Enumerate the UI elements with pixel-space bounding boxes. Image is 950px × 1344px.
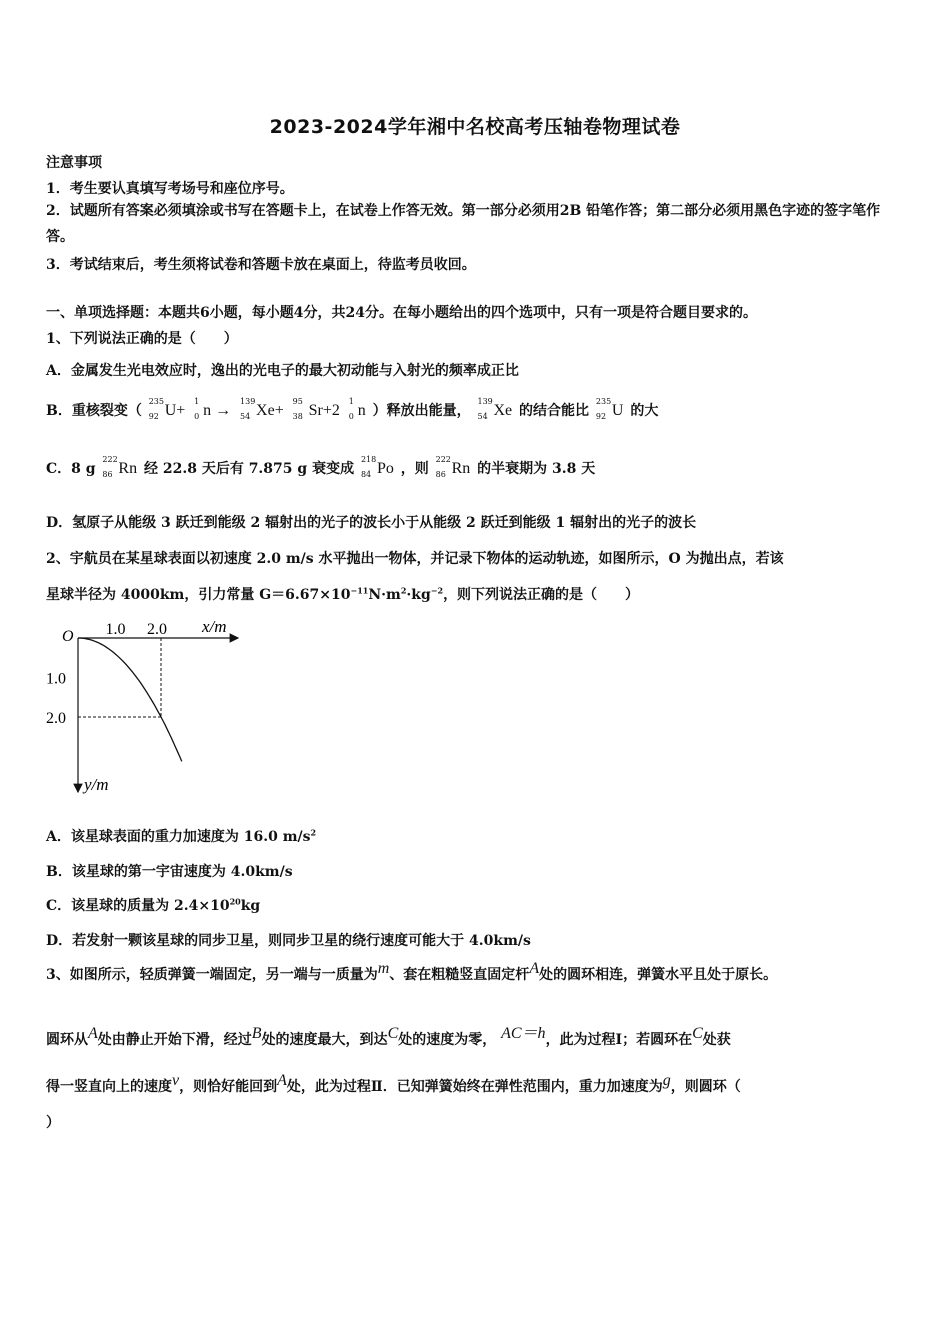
q2c-text: C．该星球的质量为 2.4×10 (46, 898, 230, 914)
q3-text: 、套在粗糙竖直固定杆 (389, 967, 530, 983)
q2a-text: A．该星球表面的重力加速度为 16.0 m/s (46, 829, 311, 845)
q2-option-c (46, 895, 260, 915)
x-tick-label: 2.0 (147, 621, 167, 638)
exponent: −11 (350, 585, 369, 596)
polonium-218-nuclide: 218 84 Po (360, 455, 394, 479)
point-a-symbol: A (529, 960, 540, 977)
point-c-symbol: C (692, 1025, 703, 1042)
question-2-stem-line-2 (46, 584, 639, 604)
notice-item-3: 3．考试结束后，考生须将试卷和答题卡放在桌面上，待监考员收回。 (46, 257, 476, 273)
notice-item-2: 2．试题所有答案必须填涂或书写在答题卡上，在试卷上作答无效。第一部分必须用2B 铅笔作答；第二部分必须用黑色字迹的签字笔作答。 (46, 203, 881, 245)
radon-222-nuclide: 222 86 Rn (435, 455, 471, 479)
question-3-line-3 (46, 1072, 741, 1096)
q3-text: 圆环从 (46, 1032, 88, 1048)
velocity-symbol: v (172, 1072, 180, 1089)
trajectory-chart (40, 612, 260, 802)
q3-text: ，则恰好能回到 (179, 1079, 278, 1095)
gravity-symbol: g (662, 1072, 671, 1089)
q3-text: 得一竖直向上的速度 (46, 1079, 172, 1095)
q1b-mid2: 的结合能比 (519, 403, 590, 419)
radon-222-nuclide: 222 86 Rn (102, 455, 138, 479)
q3-text: 处的速度最大，到达 (261, 1032, 388, 1048)
q1c-suffix: 的半衰期为 3.8 天 (477, 461, 596, 477)
q3-text: 处，此为过程Ⅱ．已知弹簧始终在弹性范围内，重力加速度为 (286, 1079, 663, 1095)
strontium-95-nuclide: 95 38 Sr+2 (292, 397, 340, 421)
x-tick-label: 1.0 (105, 621, 126, 638)
q3-text: 处获 (702, 1032, 731, 1048)
q2-stem-text: 星球半径为 4000km，引力常量 G＝6.67×10 (46, 587, 351, 603)
q1c-mid2: ，则 (400, 461, 429, 477)
exponent: −2 (430, 585, 444, 596)
section-1-heading: 一、单项选择题：本题共6小题，每小题4分，共24分。在每小题给出的四个选项中，只有一项是符合题目要求的。 (46, 305, 757, 321)
ac-equals-h: AC＝h (501, 1025, 546, 1042)
exponent: 2 (310, 827, 317, 838)
question-1-stem: 1、下列说法正确的是（ ） (46, 331, 238, 347)
point-c-symbol: C (387, 1025, 399, 1042)
q1b-suffix: 的大 (630, 403, 659, 419)
y-axis-label: y/m (84, 775, 109, 794)
exponent: 20 (229, 896, 241, 907)
q3-text: 处的圆环相连，弹簧水平且处于原长。 (539, 967, 778, 983)
uranium-235-nuclide: 235 92 U (595, 397, 624, 421)
q1-option-d: D．氢原子从能级 3 跃迁到能级 2 辐射出的光子的波长小于从能级 2 跃迁到能级 1 辐射出的光子的波长 (46, 515, 697, 531)
notice-heading: 注意事项 (46, 155, 102, 171)
xenon-139-nuclide: 139 54 Xe+ (240, 397, 284, 421)
q2c-text: kg (240, 898, 261, 914)
q3-text: 处的速度为零， (398, 1032, 497, 1048)
q3-text: 处由静止开始下滑，经过 (97, 1032, 252, 1048)
q2-option-d: D．若发射一颗该星球的同步卫星，则同步卫星的绕行速度可能大于 4.0km/s (46, 933, 531, 949)
q1c-prefix: C．8 g (46, 461, 96, 477)
q1b-prefix: B．重核裂变（ (46, 403, 142, 419)
y-tick-label: 1.0 (46, 670, 66, 688)
origin-label: O (62, 628, 74, 645)
notice-item-1: 1．考生要认真填写考场号和座位序号。 (46, 181, 294, 197)
q2-stem-text: N·m (368, 587, 401, 603)
xenon-139-nuclide: 139 54 Xe (477, 397, 513, 421)
exponent: 2 (400, 585, 407, 596)
q3-text: 3、如图所示，轻质弹簧一端固定，另一端与一质量为 (46, 967, 378, 983)
question-3-line-1 (46, 960, 778, 984)
y-tick-label: 2.0 (46, 710, 66, 727)
point-a-symbol: A (88, 1025, 98, 1042)
q2-option-a (46, 826, 316, 846)
q3-text: ，则圆环（ (670, 1079, 741, 1095)
q3-text: ，此为过程Ⅰ；若圆环在 (545, 1032, 693, 1048)
question-2-stem-line-1: 2、宇航员在某星球表面以初速度 2.0 m/s 水平抛出一物体，并记录下物体的运动轨迹，如图所示，O 为抛出点，若该 (46, 551, 784, 567)
q1-option-c (46, 455, 596, 479)
x-axis-label: x/m (202, 617, 227, 636)
uranium-235-nuclide: 235 92 U+ (148, 397, 186, 421)
neutron-nuclide: 1 0 n → (194, 397, 232, 421)
neutron-nuclide: 1 0 n (348, 397, 366, 421)
page-title: 2023-2024学年湘中名校高考压轴卷物理试卷 (269, 116, 681, 138)
point-a-symbol: A (277, 1072, 287, 1089)
q1-option-b (46, 397, 659, 421)
q2-stem-text: ，则下列说法正确的是（ ） (443, 587, 640, 603)
question-3-line-4: ） (46, 1115, 60, 1131)
q1b-mid: ）释放出能量， (372, 403, 471, 419)
point-b-symbol: B (251, 1025, 262, 1042)
question-3-line-2 (46, 1026, 731, 1049)
q2-stem-text: ·kg (406, 587, 431, 603)
q2-option-b: B．该星球的第一宇宙速度为 4.0km/s (46, 864, 293, 880)
trajectory-curve (78, 638, 182, 761)
q1-option-a: A．金属发生光电效应时，逸出的光电子的最大初动能与入射光的频率成正比 (46, 363, 519, 379)
mass-symbol: m (377, 960, 390, 977)
q1c-mid: 经 22.8 天后有 7.875 g 衰变成 (143, 461, 355, 477)
